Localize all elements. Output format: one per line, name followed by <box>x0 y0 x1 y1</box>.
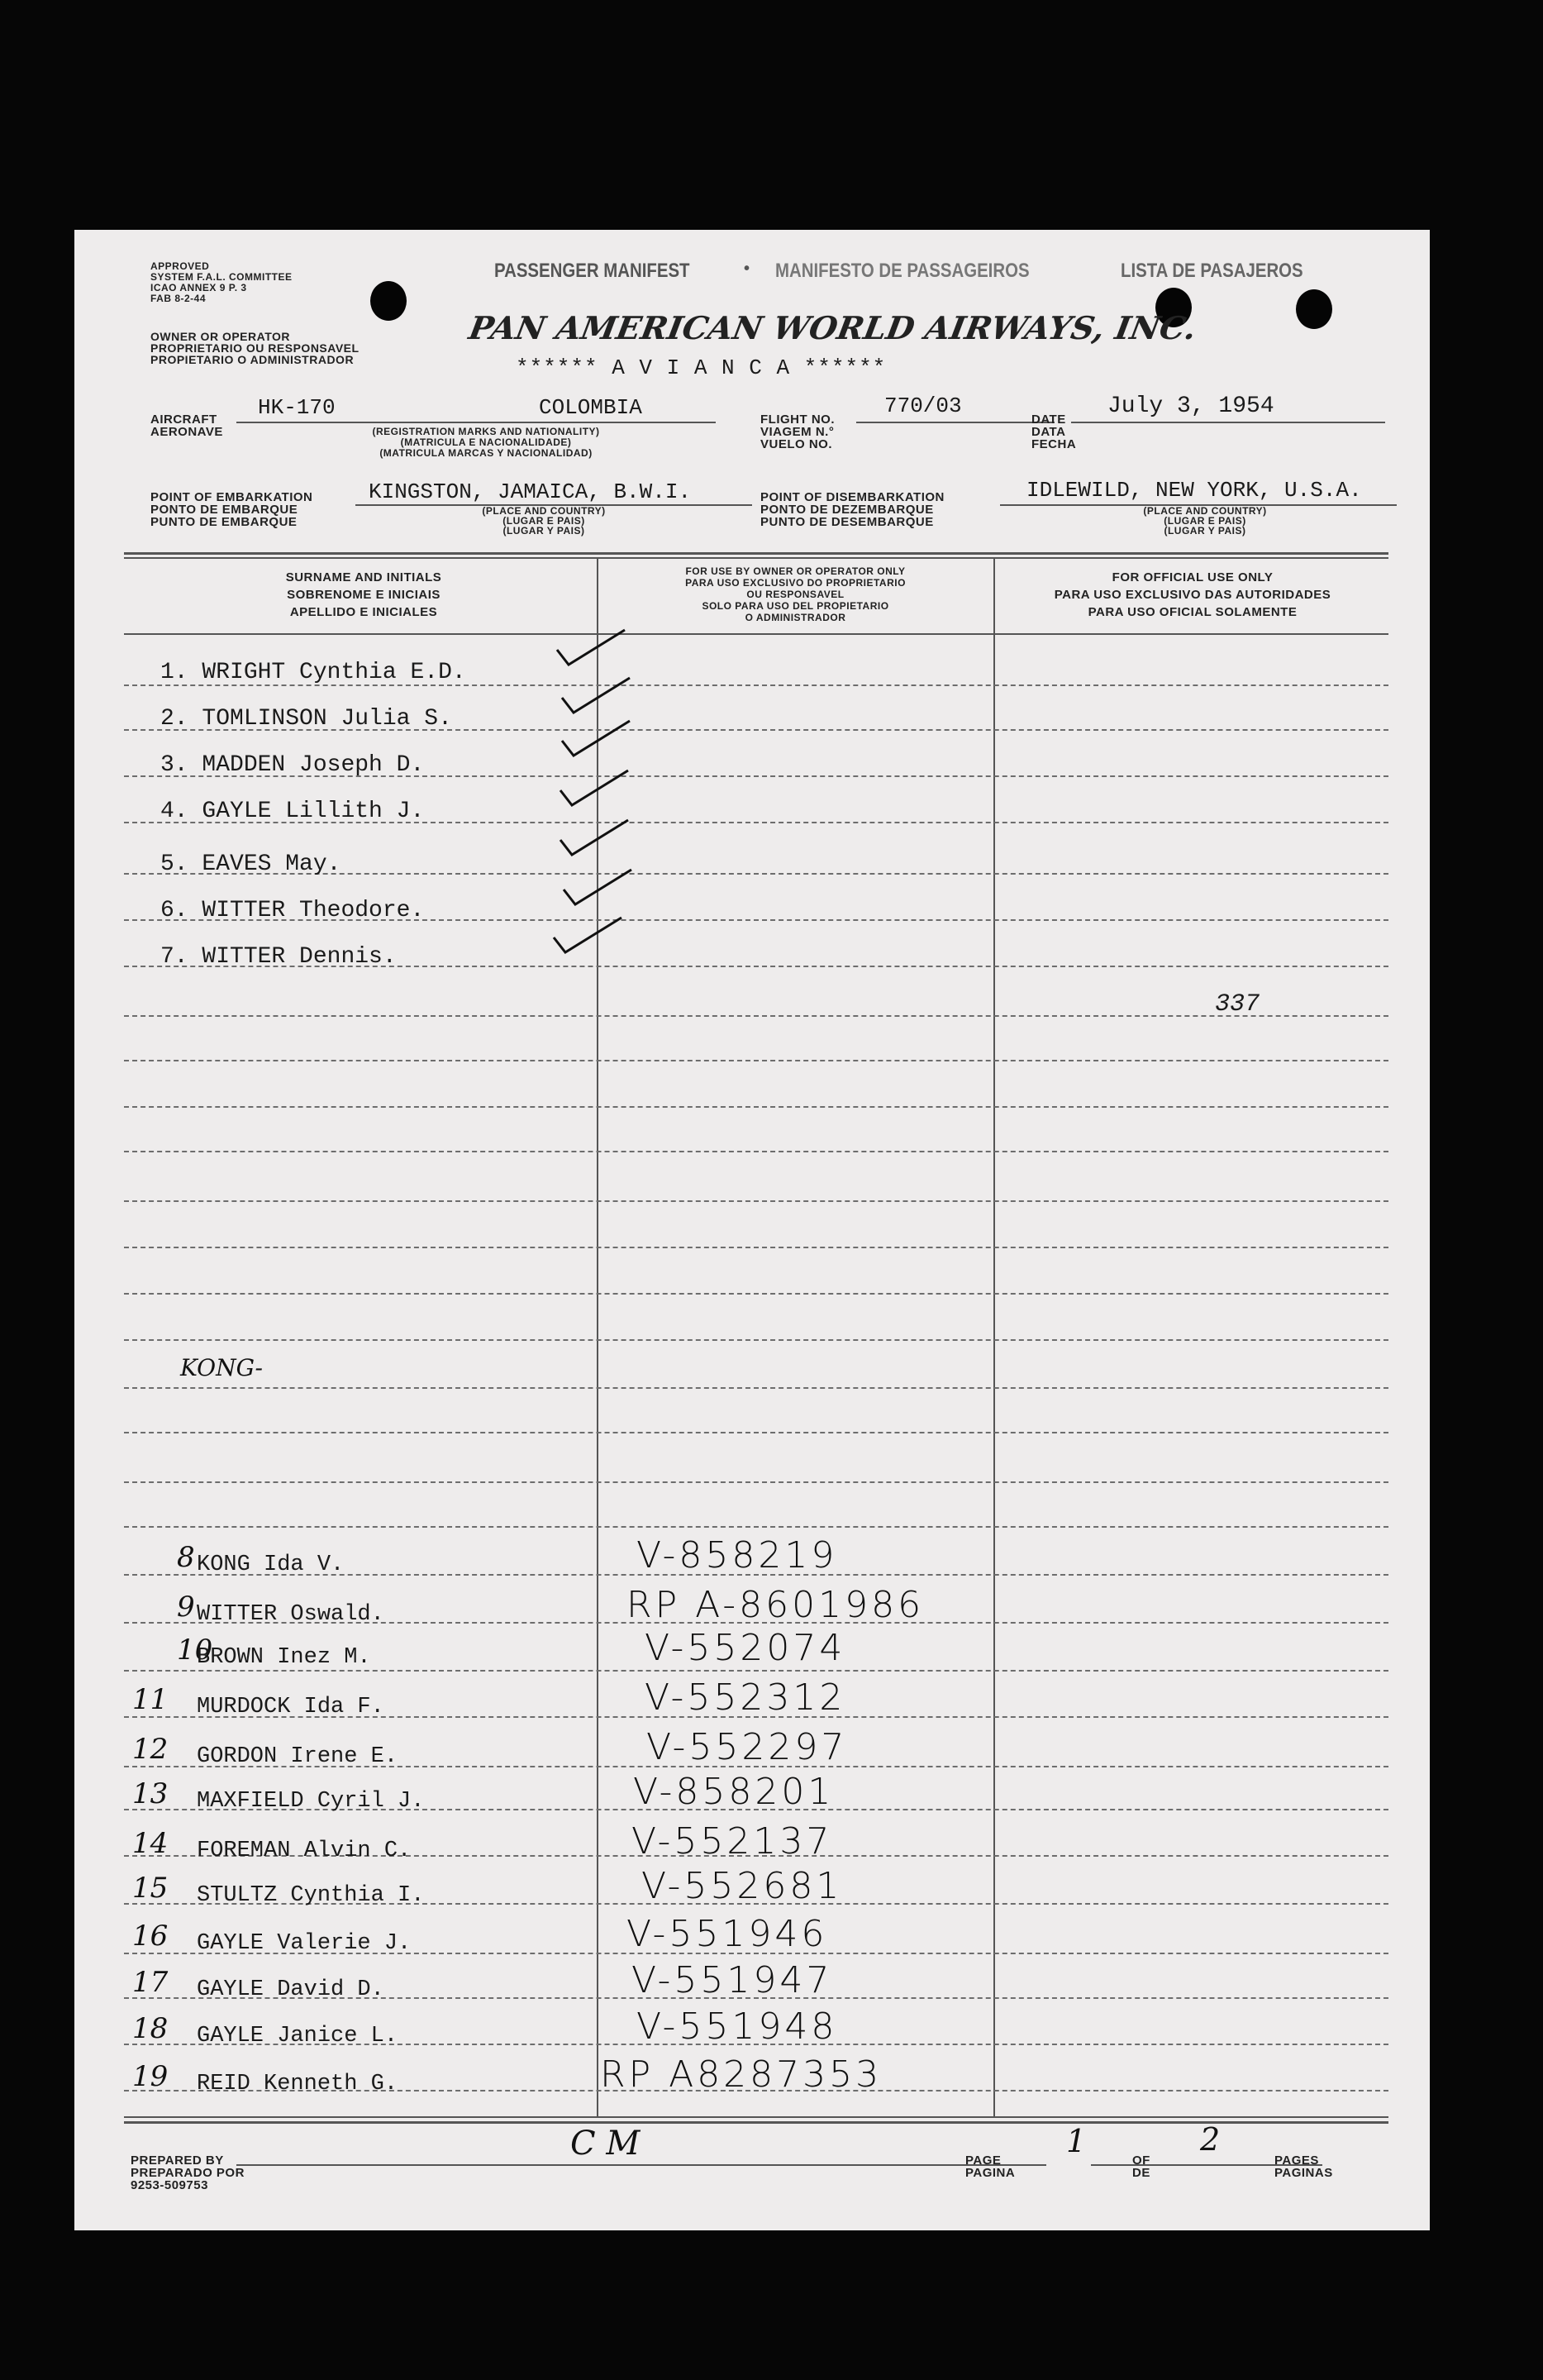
checkmark-icon <box>557 767 631 808</box>
embark-label <box>150 491 312 528</box>
ruled-line <box>124 1526 1388 1528</box>
embark-point: KINGSTON, JAMAICA, B.W.I. <box>369 479 692 504</box>
passport-number: V-551948 <box>636 2006 838 2048</box>
of-label-line: DE <box>1132 2166 1150 2180</box>
checkmark-icon <box>557 817 631 858</box>
passport-number: V-552074 <box>645 1627 846 1669</box>
table-bottom-rule-2 <box>124 2121 1388 2124</box>
official-note: 337 <box>1215 990 1260 1018</box>
header-bottom-rule <box>124 633 1388 635</box>
prepared-by-label <box>131 2154 245 2192</box>
caption-line: (REGISTRATION MARKS AND NATIONALITY) <box>372 426 600 437</box>
passenger-number: 6. <box>160 898 188 923</box>
table-top-rule-2 <box>124 557 1388 559</box>
ruled-line <box>124 1106 1388 1108</box>
col-header-line: OU RESPONSAVEL <box>746 589 845 600</box>
title-separator: • <box>744 260 750 278</box>
aircraft-label <box>150 413 223 438</box>
ruled-line <box>124 1151 1388 1152</box>
prepared-underline <box>236 2164 1046 2166</box>
passenger-name: GAYLE Janice L. <box>197 2024 398 2049</box>
ruled-line <box>124 1670 1388 1672</box>
flight-label-line: VIAGEM N.° <box>760 425 835 439</box>
page-number: 1 <box>1066 2123 1087 2159</box>
passenger-number: 18 <box>132 2012 169 2045</box>
title-manifesto: MANIFESTO DE PASSAGEIROS <box>775 260 1030 282</box>
checkmark-icon <box>559 675 633 716</box>
owner-label-line: PROPRIETARIO OU RESPONSAVEL <box>150 341 360 355</box>
flight-label-line: VUELO NO. <box>760 437 833 451</box>
passenger-row <box>160 898 424 923</box>
checkmark-icon <box>560 866 635 908</box>
passenger-name: TOMLINSON Julia S. <box>202 706 452 732</box>
page-label-line: PAGINA <box>965 2166 1016 2180</box>
passenger-name: GAYLE David D. <box>197 1977 384 2002</box>
aircraft-registration: HK-170 <box>258 395 336 420</box>
passport-number: RP A-8601986 <box>626 1584 925 1626</box>
title-lista: LISTA DE PASAJEROS <box>1121 260 1303 282</box>
manifest-sheet <box>74 230 1430 2230</box>
owner-label <box>150 331 360 365</box>
col-header-line: FOR USE BY OWNER OR OPERATOR ONLY <box>685 565 906 577</box>
aircraft-underline <box>236 422 716 423</box>
passport-number: V-552681 <box>641 1865 843 1907</box>
passport-number: V-551947 <box>631 1959 833 2001</box>
col-header-line: O ADMINISTRADOR <box>745 612 846 623</box>
caption-line: (PLACE AND COUNTRY) <box>482 505 606 517</box>
disembark-point: IDLEWILD, NEW YORK, U.S.A. <box>1026 478 1362 503</box>
col-header-official-use <box>998 569 1387 621</box>
embark-label-line: PUNTO DE EMBARQUE <box>150 515 298 529</box>
disembark-label <box>760 491 945 528</box>
col-header-line: PARA USO EXCLUSIVO DO PROPRIETARIO <box>685 577 906 589</box>
caption-line: (LUGAR E PAIS) <box>1164 515 1246 527</box>
page-label-line: PAGE <box>965 2153 1002 2168</box>
date-label <box>1031 413 1076 451</box>
col-header-line: APELLIDO E INICIALES <box>289 605 438 619</box>
passenger-name: GORDON Irene E. <box>197 1744 398 1769</box>
passenger-name: BROWN Inez M. <box>197 1645 371 1670</box>
passenger-number: 12 <box>132 1733 169 1766</box>
passport-number: V-552312 <box>645 1676 846 1719</box>
ruled-line <box>124 1015 1388 1017</box>
checkmark-icon <box>550 914 625 956</box>
operator-name: ****** A V I A N C A ****** <box>516 355 887 380</box>
passenger-row <box>160 706 452 732</box>
col-header-owner-use <box>603 565 988 623</box>
prepared-by-signature: C M <box>570 2125 641 2163</box>
passenger-number: 13 <box>132 1777 169 1810</box>
name-correction-note: KONG- <box>180 1354 263 1381</box>
punch-hole <box>1296 289 1332 329</box>
passenger-number: 7. <box>160 944 188 970</box>
passenger-name: MAXFIELD Cyril J. <box>197 1789 425 1814</box>
passenger-number: 3. <box>160 752 188 778</box>
passenger-number: 2. <box>160 706 188 732</box>
col-header-line: PARA USO EXCLUSIVO DAS AUTORIDADES <box>1054 588 1331 602</box>
passenger-number: 11 <box>132 1683 169 1716</box>
col-header-line: SURNAME AND INITIALS <box>285 570 442 584</box>
flight-label-line: FLIGHT NO. <box>760 413 835 427</box>
of-label-line: OF <box>1132 2153 1150 2168</box>
disembark-label-line: PUNTO DE DESEMBARQUE <box>760 515 934 529</box>
date-label-line: DATE <box>1031 413 1066 427</box>
passenger-name: WRIGHT Cynthia E.D. <box>202 660 466 685</box>
ruled-line <box>124 1200 1388 1202</box>
embark-place-caption <box>469 506 618 536</box>
approval-line: FAB 8-2-44 <box>150 293 207 304</box>
embark-label-line: PONTO DE EMBARQUE <box>150 503 298 517</box>
passenger-number: 14 <box>132 1827 169 1860</box>
passenger-number: 4. <box>160 799 188 824</box>
of-label <box>1132 2154 1150 2179</box>
pages-label-line: PAGINAS <box>1274 2166 1333 2180</box>
ruled-line <box>124 1481 1388 1483</box>
col-header-line: SOBRENOME E INICIAIS <box>287 588 441 602</box>
passenger-name: KONG Ida V. <box>197 1552 345 1577</box>
page-label <box>965 2154 1015 2179</box>
aircraft-nationality: COLOMBIA <box>539 395 642 420</box>
title-passenger-manifest: PASSENGER MANIFEST <box>494 260 690 282</box>
passenger-number: 17 <box>132 1966 169 1999</box>
ruled-line <box>124 1293 1388 1295</box>
checkmark-icon <box>554 627 628 668</box>
col-header-line: PARA USO OFICIAL SOLAMENTE <box>1088 605 1298 619</box>
flight-date: July 3, 1954 <box>1107 393 1274 419</box>
date-label-line: FECHA <box>1031 437 1077 451</box>
registration-caption <box>337 427 635 459</box>
caption-line: (MATRICULA E NACIONALIDADE) <box>400 436 572 448</box>
caption-line: (LUGAR Y PAIS) <box>502 525 585 537</box>
approval-block <box>150 261 293 304</box>
passenger-row <box>160 799 424 824</box>
passport-number: V-552297 <box>646 1726 848 1768</box>
passenger-row <box>160 660 466 685</box>
col-header-surname <box>198 569 529 621</box>
passenger-number: 19 <box>132 2060 169 2093</box>
caption-line: (MATRICULA MARCAS Y NACIONALIDAD) <box>379 447 593 459</box>
passenger-name: MADDEN Joseph D. <box>202 752 425 778</box>
disembark-label-line: PONTO DE DEZEMBARQUE <box>760 503 934 517</box>
aircraft-label-line: AERONAVE <box>150 425 223 439</box>
passport-number: V-551946 <box>626 1913 828 1955</box>
passenger-number: 8 <box>177 1541 195 1574</box>
pages-label-line: PAGES <box>1274 2153 1319 2168</box>
checkmark-icon <box>559 718 633 759</box>
passenger-row <box>160 944 397 970</box>
passenger-number: 10 <box>177 1634 213 1667</box>
passenger-row <box>160 752 424 778</box>
passenger-name: REID Kenneth G. <box>197 2072 398 2096</box>
passenger-name: WITTER Theodore. <box>202 898 425 923</box>
owner-label-line: OWNER OR OPERATOR <box>150 330 290 343</box>
date-underline <box>1071 422 1385 423</box>
passenger-name: MURDOCK Ida F. <box>197 1695 384 1719</box>
passenger-number: 16 <box>132 1920 169 1953</box>
punch-hole <box>370 281 407 321</box>
passenger-name: GAYLE Lillith J. <box>202 799 425 824</box>
disembark-label-line: POINT OF DISEMBARKATION <box>760 490 945 504</box>
ruled-line <box>124 1387 1388 1389</box>
ruled-line <box>124 1432 1388 1433</box>
passport-number: V-552137 <box>631 1820 833 1863</box>
col-header-line: FOR OFFICIAL USE ONLY <box>1112 570 1274 584</box>
prepared-label-line: 9253-509753 <box>131 2178 208 2192</box>
ruled-line <box>124 1060 1388 1061</box>
ruled-line <box>124 1339 1388 1341</box>
column-divider <box>993 557 995 2116</box>
caption-line: (LUGAR E PAIS) <box>502 515 585 527</box>
passenger-name: STULTZ Cynthia I. <box>197 1883 425 1908</box>
table-bottom-rule <box>124 2116 1388 2118</box>
flight-underline <box>856 422 1055 423</box>
passenger-row <box>160 851 341 877</box>
caption-line: (LUGAR Y PAIS) <box>1164 525 1246 537</box>
aircraft-label-line: AIRCRAFT <box>150 413 217 427</box>
passenger-name: WITTER Oswald. <box>197 1602 384 1627</box>
disembark-place-caption <box>1131 506 1279 536</box>
passenger-name: EAVES May. <box>202 851 341 877</box>
ruled-line <box>124 1247 1388 1248</box>
flight-number: 770/03 <box>884 393 962 418</box>
col-header-line: SOLO PARA USO DEL PROPIETARIO <box>702 600 889 612</box>
passenger-name: GAYLE Valerie J. <box>197 1931 412 1956</box>
owner-label-line: PROPIETARIO O ADMINISTRADOR <box>150 353 355 366</box>
company-name: PAN AMERICAN WORLD AIRWAYS, INC. <box>466 309 1200 346</box>
passenger-number: 9 <box>177 1591 195 1624</box>
caption-line: (PLACE AND COUNTRY) <box>1143 505 1267 517</box>
embark-label-line: POINT OF EMBARKATION <box>150 490 313 504</box>
prepared-label-line: PREPARED BY <box>131 2153 224 2168</box>
table-top-rule <box>124 552 1388 555</box>
passport-number: V-858201 <box>633 1771 835 1813</box>
approval-line: APPROVED <box>150 260 210 272</box>
passenger-number: 1. <box>160 660 188 685</box>
date-label-line: DATA <box>1031 425 1066 439</box>
approval-line: SYSTEM F.A.L. COMMITTEE <box>150 271 293 283</box>
approval-line: ICAO ANNEX 9 P. 3 <box>150 282 247 293</box>
prepared-label-line: PREPARADO POR <box>131 2166 245 2180</box>
passenger-name: WITTER Dennis. <box>202 944 397 970</box>
passenger-number: 5. <box>160 851 188 877</box>
passenger-name: FOREMAN Alvin C. <box>197 1839 412 1863</box>
page-total: 2 <box>1200 2121 1221 2158</box>
flight-label <box>760 413 835 451</box>
passenger-number: 15 <box>132 1872 169 1905</box>
passport-number: RP A8287353 <box>600 2053 883 2096</box>
passport-number: V-858219 <box>636 1534 838 1576</box>
pages-label <box>1274 2154 1333 2179</box>
